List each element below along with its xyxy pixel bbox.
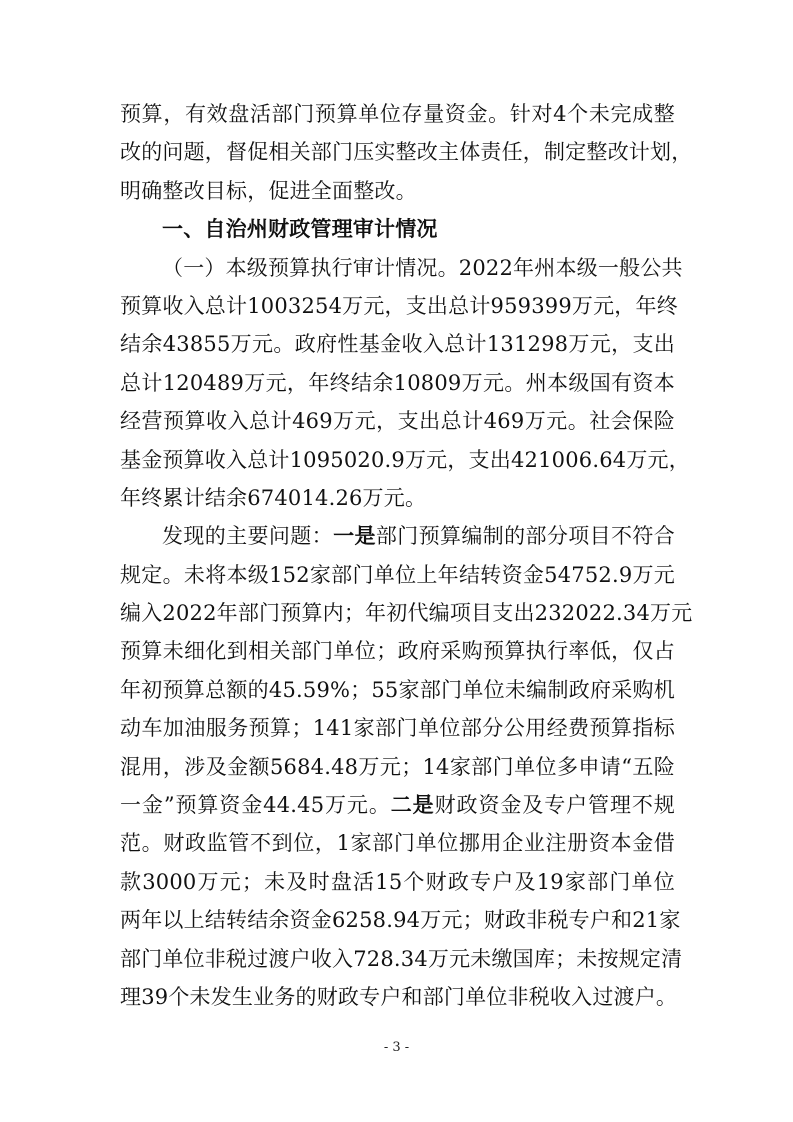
paragraph-line: 预算未细化到相关部门单位；政府采购预算执行率低，仅占: [120, 639, 675, 664]
text-run: 一金”预算资金44.45万元。: [120, 793, 391, 818]
paragraph-line: [120, 517, 675, 555]
paragraph-line: 动车加油服务预算；141家部门单位部分公用经费预算指标: [120, 716, 675, 741]
text-run: 发现的主要问题：: [162, 524, 334, 549]
paragraph-line: 结余43855万元。政府性基金收入总计131298万元，支出: [120, 332, 675, 357]
paragraph-line: [120, 786, 675, 824]
page-number: - 3 -: [383, 1040, 410, 1055]
paragraph-line: 明确整改目标，促进全面整改。: [120, 178, 417, 203]
paragraph-line: 预算，有效盘活部门预算单位存量资金。针对4个未完成整: [120, 102, 675, 126]
paragraph-line: （一）本级预算执行审计情况。2022年州本级一般公共: [162, 255, 683, 280]
paragraph-line: 预算收入总计1003254万元，支出总计959399万元，年终: [120, 293, 678, 318]
paragraph-line: 编入2022年部门预算内；年初代编项目支出232022.34万元: [120, 601, 693, 626]
section-heading: 一、自治州财政管理审计情况: [162, 217, 438, 242]
paragraph-line: 年初预算总额的45.59%；55家部门单位未编制政府采购机: [120, 677, 675, 702]
text-run: 财政资金及专户管理不规: [434, 793, 675, 818]
paragraph-line: 基金预算收入总计1095020.9万元，支出421006.64万元，: [120, 447, 690, 472]
paragraph-line: 部门单位非税过渡户收入728.34万元未缴国库；未按规定清: [120, 946, 683, 971]
text-run: 部门预算编制的部分项目不符合: [375, 524, 675, 549]
document-body: [120, 95, 693, 1016]
paragraph-line: 规定。未将本级152家部门单位上年结转资金54752.9万元: [120, 562, 675, 587]
paragraph-line: 混用，涉及金额5684.48万元；14家部门单位多申请“五险: [120, 754, 675, 779]
paragraph-line: 经营预算收入总计469万元，支出总计469万元。社会保险: [120, 409, 675, 434]
emphasis-text: 二是: [390, 792, 435, 818]
paragraph-line: 改的问题，督促相关部门压实整改主体责任，制定整改计划，: [120, 140, 693, 165]
paragraph-line: 款3000万元；未及时盘活15个财政专户及19家部门单位: [120, 869, 675, 894]
emphasis-text: 一是: [333, 523, 376, 549]
paragraph-line: 年终累计结余674014.26万元。: [120, 485, 427, 510]
paragraph-line: 理39个未发生业务的财政专户和部门单位非税收入过渡户。: [120, 984, 678, 1009]
paragraph-line: 总计120489万元，年终结余10809万元。州本级国有资本: [120, 370, 675, 395]
paragraph-line: 范。财政监管不到位，1家部门单位挪用企业注册资本金借: [120, 831, 675, 856]
paragraph-line: 两年以上结转结余资金6258.94万元；财政非税专户和21家: [120, 908, 681, 933]
